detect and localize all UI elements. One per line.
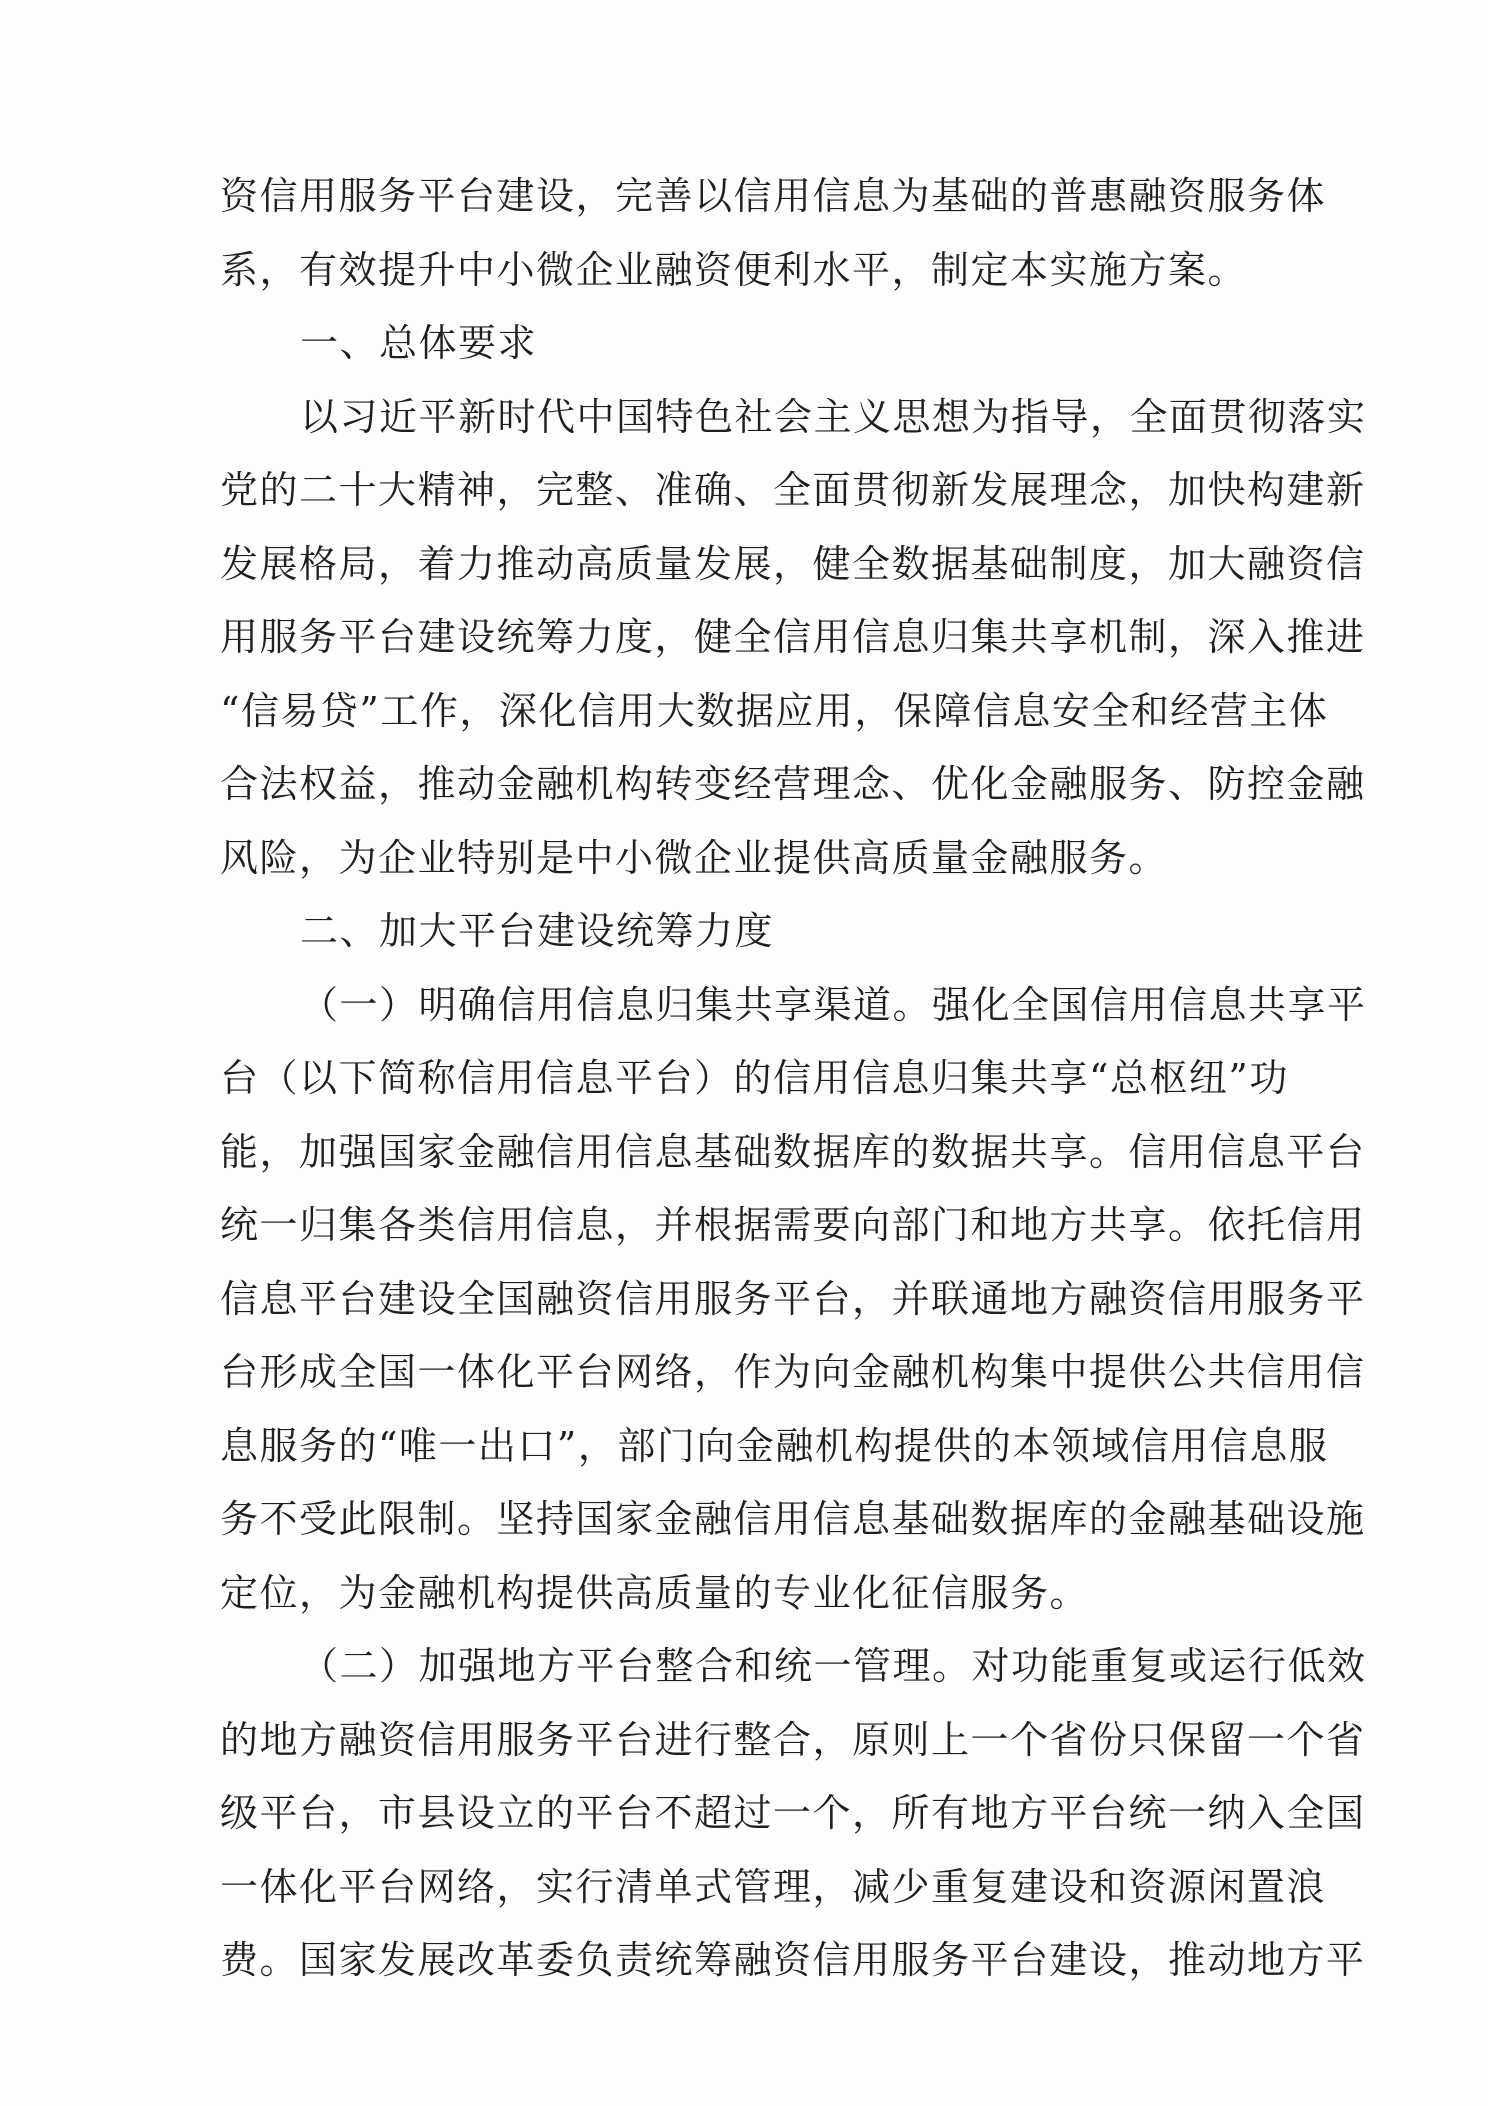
paragraph-line: 系，有效提升中小微企业融资便利水平，制定本实施方案。 bbox=[220, 247, 1248, 292]
paragraph-line: 合法权益，推动金融机构转变经营理念、优化金融服务、防控金融 bbox=[220, 762, 1366, 806]
paragraph-line: 发展格局，着力推动高质量发展，健全数据基础制度，加大融资信 bbox=[220, 541, 1366, 586]
paragraph-line: “信易贷”工作，深化信用大数据应用，保障信息安全和经营主体 bbox=[220, 688, 1329, 733]
paragraph-line: 费。国家发展改革委负责统筹融资信用服务平台建设，推动地方平 bbox=[220, 1938, 1366, 1982]
document-body bbox=[220, 160, 1367, 1998]
paragraph-line: 定位，为金融机构提供高质量的专业化征信服务。 bbox=[220, 1570, 1090, 1615]
section-heading-platform-coordination: 二、加大平台建设统筹力度 bbox=[300, 909, 775, 953]
paragraph-line: 能，加强国家金融信用信息基础数据库的数据共享。信用信息平台 bbox=[220, 1129, 1366, 1174]
paragraph-line: 一体化平台网络，实行清单式管理，减少重复建设和资源闲置浪 bbox=[220, 1864, 1327, 1909]
subsection-heading-2: （二）加强地方平台整合和统一管理。对功能重复或运行低效 bbox=[300, 1644, 1367, 1688]
paragraph-line: 台形成全国一体化平台网络，作为向金融机构集中提供公共信用信 bbox=[220, 1350, 1366, 1394]
paragraph-line: 党的二十大精神，完整、准确、全面贯彻新发展理念，加快构建新 bbox=[220, 468, 1366, 512]
paragraph-line: 台（以下简称信用信息平台）的信用信息归集共享“总枢纽”功 bbox=[220, 1056, 1289, 1100]
paragraph-line: 务不受此限制。坚持国家金融信用信息基础数据库的金融基础设施 bbox=[220, 1497, 1366, 1541]
subsection-heading-1: （一）明确信用信息归集共享渠道。强化全国信用信息共享平 bbox=[300, 982, 1367, 1027]
paragraph-line: 以习近平新时代中国特色社会主义思想为指导，全面贯彻落实 bbox=[300, 394, 1367, 439]
paragraph-line: 统一归集各类信用信息，并根据需要向部门和地方共享。依托信用 bbox=[220, 1203, 1366, 1247]
section-heading-overall-requirements: 一、总体要求 bbox=[300, 321, 538, 365]
paragraph-line: 息服务的“唯一出口”，部门向金融机构提供的本领域信用信息服 bbox=[220, 1423, 1329, 1468]
paragraph-line: 风险，为企业特别是中小微企业提供高质量金融服务。 bbox=[220, 835, 1169, 880]
paragraph-line: 信息平台建设全国融资信用服务平台，并联通地方融资信用服务平 bbox=[220, 1276, 1366, 1321]
paragraph-line: 级平台，市县设立的平台不超过一个，所有地方平台统一纳入全国 bbox=[220, 1791, 1366, 1835]
paragraph-line: 资信用服务平台建设，完善以信用信息为基础的普惠融资服务体 bbox=[220, 174, 1327, 218]
paragraph-line: 用服务平台建设统筹力度，健全信用信息归集共享机制，深入推进 bbox=[220, 615, 1366, 659]
paragraph-line: 的地方融资信用服务平台进行整合，原则上一个省份只保留一个省 bbox=[220, 1717, 1366, 1762]
